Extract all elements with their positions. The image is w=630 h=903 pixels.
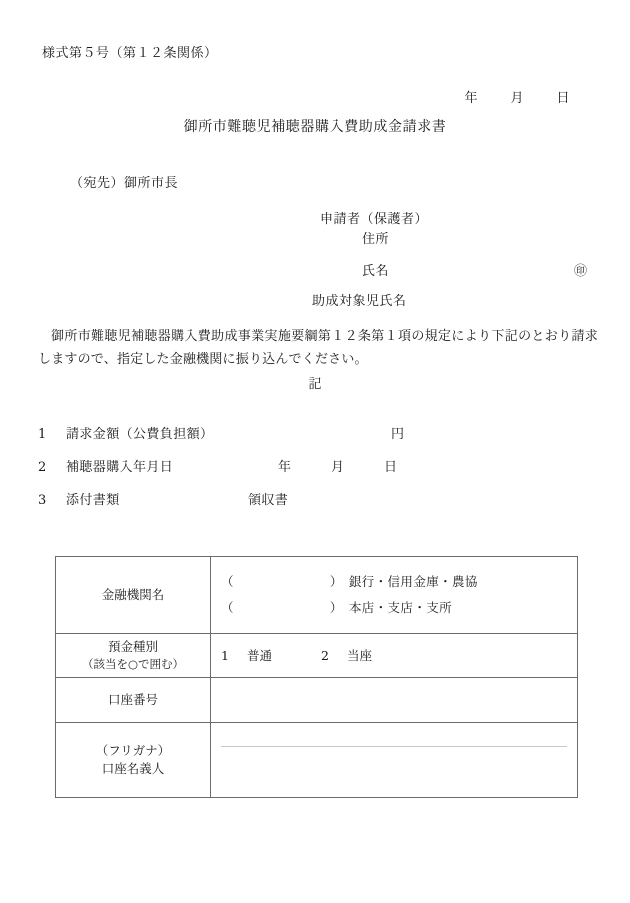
purchase-month-label: 月 [331, 460, 345, 475]
deposit-option-2-number: 2 [321, 648, 329, 664]
bank-name-line-2 [221, 595, 567, 621]
deposit-type-sublabel: （該当を○で囲む） [81, 657, 185, 672]
applicant-address-label: 住所 [362, 232, 390, 247]
account-holder-input-area[interactable] [221, 727, 567, 793]
row-value-account-holder[interactable] [211, 722, 578, 797]
furigana-label: （フリガナ） [95, 742, 171, 758]
purchase-day-label: 日 [384, 460, 398, 475]
table-row [56, 557, 578, 634]
bank-type-options[interactable]: 銀行・信用金庫・農協 [348, 574, 478, 590]
deposit-type-options [221, 648, 421, 663]
bank-name-line-1 [221, 569, 567, 595]
account-holder-label: 口座名義人 [101, 760, 165, 776]
item-purchase-date [38, 456, 598, 475]
bank-account-table [55, 556, 578, 798]
paren-close: ） [329, 574, 343, 590]
paren-open: （ [221, 600, 234, 615]
paren-open: （ [221, 574, 234, 590]
purchase-year-label: 年 [278, 460, 292, 475]
addressee: （宛先）御所市長 [70, 176, 179, 191]
page-title: 御所市難聴児補聴器購入費助成金請求書 [183, 119, 447, 135]
table-row [56, 722, 578, 797]
date-day-label: 日 [556, 91, 570, 106]
branch-type-options[interactable]: 本店・支店・支所 [348, 600, 453, 615]
deposit-option-2-label[interactable]: 当座 [347, 648, 373, 664]
deposit-option-1-number: 1 [221, 648, 229, 664]
row-label-deposit-type [56, 634, 211, 678]
deposit-type-label: 預金種別 [107, 639, 158, 654]
item-claim-amount [38, 423, 598, 442]
furigana-divider [221, 746, 567, 747]
form-number: 様式第５号（第１２条関係） [42, 46, 218, 61]
item-label: 添付書類 [66, 493, 120, 508]
item-number: 1 [38, 427, 47, 442]
row-label-account-holder [56, 722, 211, 797]
row-value-deposit-type[interactable] [211, 634, 578, 678]
row-value-account-number[interactable] [211, 677, 578, 722]
applicant-heading: 申請者（保護者） [320, 212, 429, 227]
paren-close: ） [329, 600, 343, 615]
item-attachments [38, 489, 598, 508]
item-value-yen-unit: 円 [391, 427, 405, 442]
item-number: 3 [38, 493, 47, 508]
row-label-account-number: 口座番号 [56, 677, 211, 722]
ki-marker: 記 [308, 377, 322, 392]
item-number: 2 [38, 460, 47, 475]
item-value-receipt: 領収書 [248, 493, 289, 508]
seal-icon: ㊞ [574, 264, 588, 279]
row-label-bank-name: 金融機関名 [56, 557, 211, 634]
item-label: 請求金額（公費負担額） [66, 427, 214, 442]
table-row [56, 677, 578, 722]
table-row [56, 634, 578, 678]
item-date-value [278, 456, 397, 475]
deposit-option-1-label[interactable]: 普通 [247, 648, 273, 664]
row-value-bank-name[interactable] [211, 557, 578, 634]
date-month-label: 月 [510, 91, 524, 106]
body-paragraph: 御所市難聴児補聴器購入費助成事業実施要綱第１２条第１項の規定により下記のとおり請求しますので、指定した金融機関に振り込んでください。 [38, 329, 598, 367]
date-year-label: 年 [464, 91, 478, 106]
date-line [448, 72, 570, 121]
child-name-label: 助成対象児氏名 [312, 294, 407, 309]
item-label: 補聴器購入年月日 [66, 460, 174, 475]
applicant-name-label: 氏名 [362, 264, 390, 279]
